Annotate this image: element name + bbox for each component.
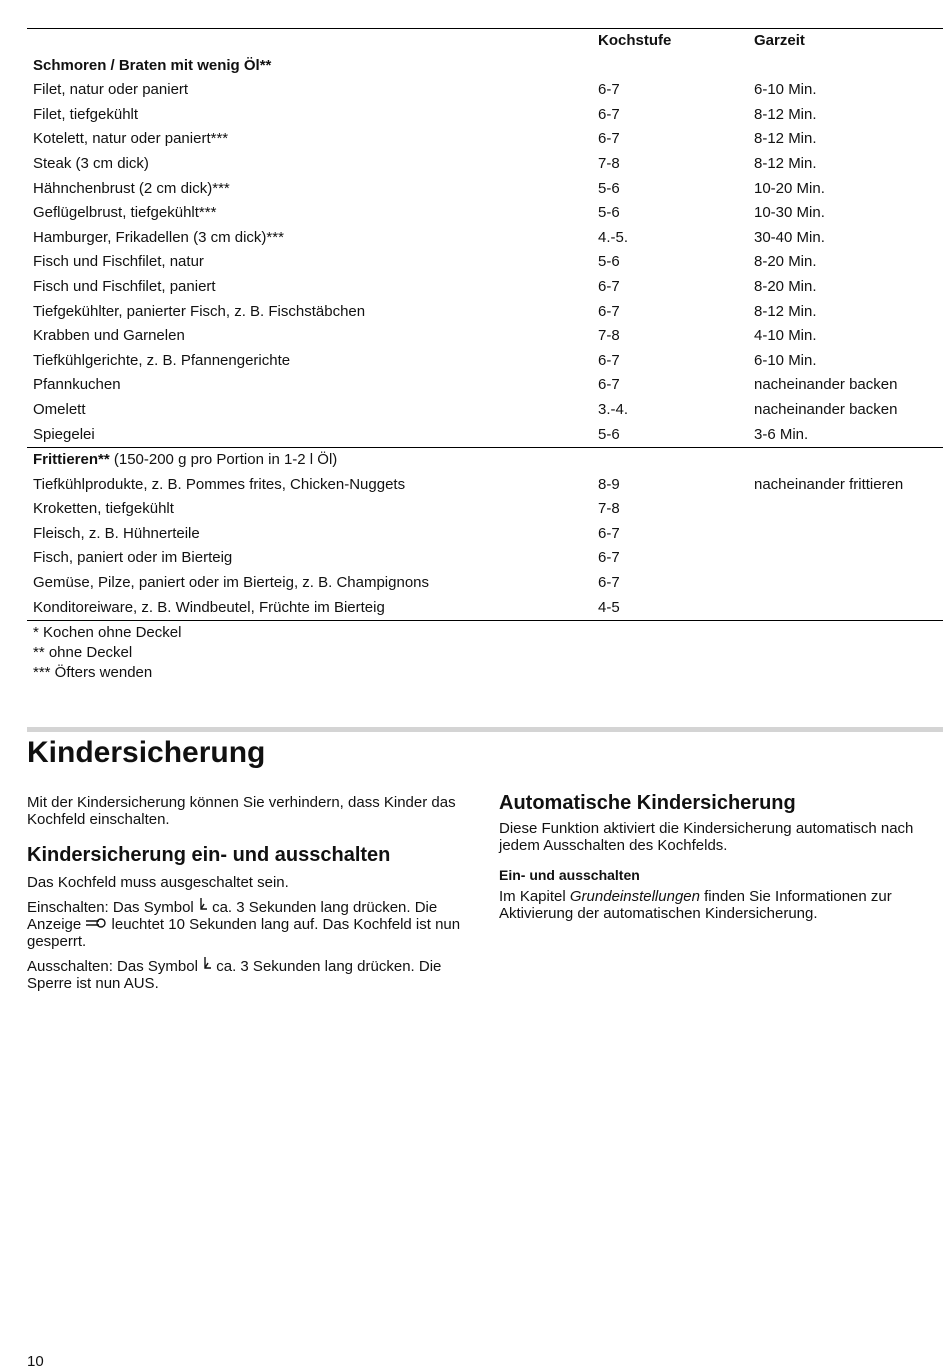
row-zeit bbox=[748, 497, 943, 522]
table-row bbox=[27, 571, 943, 596]
table-row bbox=[27, 226, 943, 251]
table-row bbox=[27, 103, 943, 128]
row-name: Hähnchenbrust (2 cm dick)*** bbox=[33, 179, 230, 197]
row-stufe: 8-9 bbox=[598, 475, 620, 493]
sub2-h3: Ein- und ausschalten bbox=[499, 867, 640, 883]
row-zeit: 4-10 Min. bbox=[754, 327, 817, 345]
row-zeit: 8-12 Min. bbox=[754, 154, 817, 172]
row-stufe: 3.-4. bbox=[598, 400, 629, 418]
row-stufe: 5-6 bbox=[598, 253, 620, 271]
table-footnotes bbox=[27, 621, 943, 683]
row-name: Fisch und Fischfilet, paniert bbox=[33, 277, 216, 295]
table-row bbox=[27, 324, 943, 349]
row-stufe: 5-6 bbox=[598, 179, 620, 197]
row-name: Tiefkühlgerichte, z. B. Pfannengerichte bbox=[33, 351, 291, 369]
sub2-title: Automatische Kindersicherung bbox=[499, 792, 796, 814]
sub1-p2-part: ca. 3 Sekunden lang drücken. Die Anzeige bbox=[27, 899, 438, 933]
row-name: Krabben und Garnelen bbox=[33, 327, 185, 345]
row-stufe: 5-6 bbox=[592, 423, 748, 448]
row-stufe: 7-8 bbox=[598, 327, 620, 345]
page-number: 10 bbox=[27, 1353, 44, 1370]
table-row bbox=[27, 596, 943, 621]
row-zeit bbox=[748, 546, 943, 571]
header-kochstufe: Kochstufe bbox=[598, 32, 672, 49]
table-row bbox=[27, 201, 943, 226]
header-name bbox=[27, 29, 592, 54]
row-zeit: 8-12 Min. bbox=[754, 302, 817, 320]
row-stufe: 4.-5. bbox=[598, 228, 629, 246]
table-row bbox=[27, 423, 943, 448]
header-garzeit: Garzeit bbox=[754, 32, 805, 49]
row-zeit: 8-12 Min. bbox=[754, 105, 817, 123]
row-name: Fisch und Fischfilet, natur bbox=[33, 253, 204, 271]
row-name: Steak (3 cm dick) bbox=[33, 154, 149, 172]
table-row bbox=[27, 177, 943, 202]
row-stufe: 6-7 bbox=[598, 351, 620, 369]
row-name: Spiegelei bbox=[27, 423, 592, 448]
table-row bbox=[27, 398, 943, 423]
table-header-row bbox=[27, 29, 943, 54]
row-zeit: nacheinander frittieren bbox=[754, 475, 904, 493]
row-stufe: 6-7 bbox=[598, 130, 620, 148]
row-name: Konditoreiware, z. B. Windbeutel, Früchte im Bierteig bbox=[27, 596, 592, 621]
right-column bbox=[499, 790, 943, 928]
row-stufe: 5-6 bbox=[598, 204, 620, 222]
row-name: Fleisch, z. B. Hühnerteile bbox=[33, 524, 200, 542]
sub2-p2-emphasis: Grundeinstellungen bbox=[569, 888, 700, 905]
table-row bbox=[27, 349, 943, 374]
table-row bbox=[27, 546, 943, 571]
row-stufe: 7-8 bbox=[598, 154, 620, 172]
row-stufe: 6-7 bbox=[598, 105, 620, 123]
sub1-p3 bbox=[27, 956, 472, 992]
row-zeit: nacheinander backen bbox=[754, 376, 898, 394]
row-name: Filet, natur oder paniert bbox=[33, 81, 189, 99]
section-schmoren-title: Schmoren / Braten mit wenig Öl** bbox=[33, 56, 272, 74]
table-row bbox=[27, 250, 943, 275]
lock-key-icon bbox=[198, 897, 208, 916]
section-schmoren-row bbox=[27, 54, 943, 79]
sub1-p2 bbox=[27, 897, 472, 950]
sub2-p2-part: Im Kapitel bbox=[499, 888, 570, 905]
row-stufe: 4-5 bbox=[592, 596, 748, 621]
table-row bbox=[27, 152, 943, 177]
row-stufe: 7-8 bbox=[598, 500, 620, 518]
section-frittieren-row bbox=[27, 448, 943, 473]
intro-paragraph: Mit der Kindersicherung können Sie verhindern, dass Kinder das Kochfeld einschalten. bbox=[27, 794, 456, 828]
sub2-p2-part: finden Sie Informationen zur Aktivierung der automatischen Kindersicherung. bbox=[499, 888, 892, 922]
sub1-p2-part: leuchtet 10 Sekunden lang auf. Das Kochfeld ist nun gesperrt. bbox=[27, 916, 461, 950]
sub1-p2-part: Einschalten: Das Symbol bbox=[27, 899, 198, 916]
row-stufe: 6-7 bbox=[598, 302, 620, 320]
row-zeit: 10-30 Min. bbox=[754, 204, 825, 222]
table-row bbox=[27, 373, 943, 398]
row-zeit bbox=[748, 522, 943, 547]
table-row bbox=[27, 275, 943, 300]
table-row bbox=[27, 473, 943, 498]
row-name: Geflügelbrust, tiefgekühlt*** bbox=[33, 204, 217, 222]
table-row bbox=[27, 497, 943, 522]
row-name: Omelett bbox=[33, 400, 86, 418]
sub1-title: Kindersicherung ein- und ausschalten bbox=[27, 844, 391, 866]
cooking-table bbox=[27, 29, 943, 621]
lock-indicator-icon bbox=[85, 916, 107, 933]
row-zeit: 3-6 Min. bbox=[748, 423, 943, 448]
row-name: Gemüse, Pilze, paniert oder im Bierteig, z. B. Champignons bbox=[33, 574, 430, 592]
row-name: Filet, tiefgekühlt bbox=[33, 105, 139, 123]
sub1-p3-part: Ausschalten: Das Symbol bbox=[27, 958, 203, 975]
row-stufe: 6-7 bbox=[598, 524, 620, 542]
section-title: Kindersicherung bbox=[27, 736, 266, 769]
footnote: *** Öfters wenden bbox=[33, 664, 153, 682]
row-name: Kroketten, tiefgekühlt bbox=[33, 500, 174, 518]
sub2-p1: Diese Funktion aktiviert die Kindersicherung automatisch nach jedem Ausschalten des Kochfelds. bbox=[499, 820, 914, 854]
left-column bbox=[27, 794, 472, 998]
row-stufe: 6-7 bbox=[598, 549, 620, 567]
row-name: Tiefkühlprodukte, z. B. Pommes frites, Chicken-Nuggets bbox=[33, 475, 406, 493]
row-zeit bbox=[748, 571, 943, 596]
footnote: * Kochen ohne Deckel bbox=[33, 624, 182, 642]
sub1-p3-part: ca. 3 Sekunden lang drücken. Die Sperre ist nun AUS. bbox=[27, 958, 442, 992]
row-stufe: 6-7 bbox=[598, 277, 620, 295]
row-zeit: nacheinander backen bbox=[754, 400, 898, 418]
row-stufe: 6-7 bbox=[598, 81, 620, 99]
sub1-p1: Das Kochfeld muss ausgeschaltet sein. bbox=[27, 874, 289, 891]
table-row bbox=[27, 78, 943, 103]
row-name: Hamburger, Frikadellen (3 cm dick)*** bbox=[33, 228, 284, 246]
table-row bbox=[27, 127, 943, 152]
row-name: Fisch, paniert oder im Bierteig bbox=[33, 549, 233, 567]
row-zeit: 6-10 Min. bbox=[754, 351, 817, 369]
row-zeit: 10-20 Min. bbox=[754, 179, 825, 197]
row-zeit: 6-10 Min. bbox=[754, 81, 817, 99]
row-stufe: 6-7 bbox=[598, 574, 620, 592]
table-row bbox=[27, 300, 943, 325]
sub2-p2 bbox=[499, 888, 943, 922]
row-name: Kotelett, natur oder paniert*** bbox=[33, 130, 229, 148]
table-row bbox=[27, 522, 943, 547]
lock-key-icon bbox=[202, 956, 212, 975]
row-zeit: 8-12 Min. bbox=[754, 130, 817, 148]
row-zeit bbox=[748, 596, 943, 621]
footnote: ** ohne Deckel bbox=[33, 644, 133, 662]
row-stufe: 6-7 bbox=[598, 376, 620, 394]
cooking-table-block bbox=[27, 28, 943, 683]
row-zeit: 30-40 Min. bbox=[754, 228, 825, 246]
row-zeit: 8-20 Min. bbox=[754, 253, 817, 271]
row-name: Tiefgekühlter, panierter Fisch, z. B. Fischstäbchen bbox=[33, 302, 366, 320]
row-zeit: 8-20 Min. bbox=[754, 277, 817, 295]
row-name: Pfannkuchen bbox=[33, 376, 121, 394]
section-frittieren-subtitle: (150-200 g pro Portion in 1-2 l Öl) bbox=[109, 451, 338, 469]
section-frittieren-title: Frittieren** bbox=[33, 451, 110, 469]
